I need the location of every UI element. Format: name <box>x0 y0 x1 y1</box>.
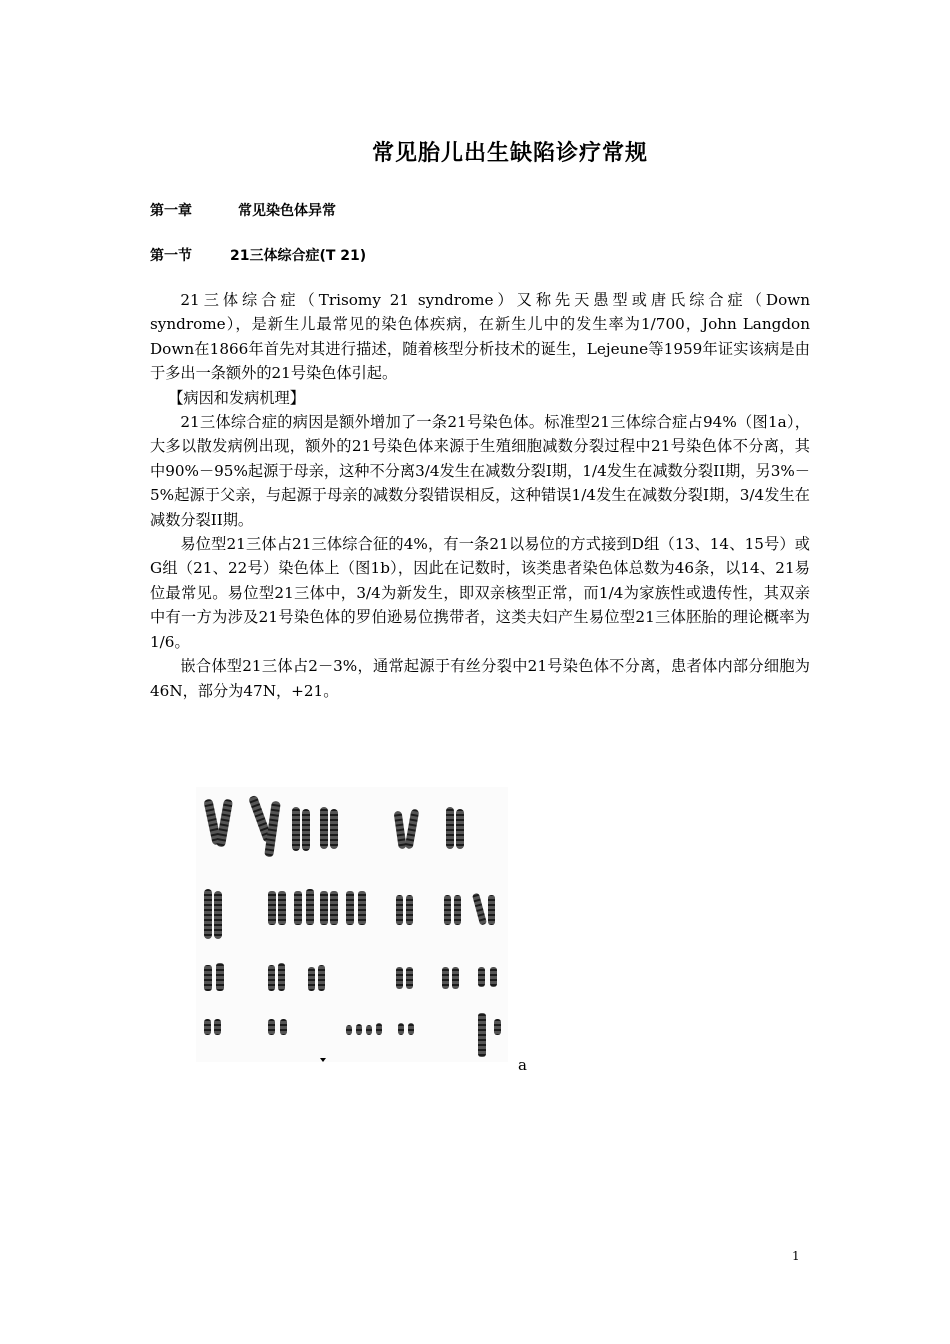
chapter-title: 常见染色体异常 <box>238 203 336 219</box>
chapter-number: 第一章 <box>150 203 192 219</box>
figure-label: a <box>518 1056 527 1074</box>
subheading-etiology: 【病因和发病机理】 <box>168 388 305 407</box>
karyotype-figure <box>196 787 508 1062</box>
page-number: 1 <box>792 1249 800 1263</box>
body-text <box>150 288 810 703</box>
chapter-heading <box>150 200 336 220</box>
page-title: 常见胎儿出生缺陷诊疗常规 <box>371 141 648 166</box>
section-heading <box>150 245 366 265</box>
paragraph-intro: 21三体综合症（Trisomy 21 syndrome）又称先天愚型或唐氏综合症（Down syndrome），是新生儿最常见的染色体疾病，在新生儿中的发生率为1/700，John Langdon Down在1866年首先对其进行描述，随着核型分析技术的诞生，Lejeune等1959年证实该病是由于多出一条额外的21号染色体引起。 <box>150 291 810 383</box>
karyotype-image <box>196 787 508 1062</box>
section-title: 21三体综合症(T 21) <box>230 248 367 264</box>
paragraph-translocation-type: 易位型21三体占21三体综合征的4%，有一条21以易位的方式接到D组（13、14、15号）或G组（21、22号）染色体上（图1b），因此在记数时，该类患者染色体总数为46条，以14、21易位最常见。易位型21三体中，3/4为新发生，即双亲核型正常，而1/4为家族性或遗传性，其双亲中有一方为涉及21号染色体的罗伯逊易位携带者，这类夫妇产生易位型21三体胚胎的理论概率为1/6。 <box>150 535 810 651</box>
paragraph-standard-type: 21三体综合症的病因是额外增加了一条21号染色体。标准型21三体综合症占94%（图1a），大多以散发病例出现，额外的21号染色体来源于生殖细胞减数分裂过程中21号染色体不分离，其中90%－95%起源于母亲，这种不分离3/4发生在减数分裂I期，1/4发生在减数分裂II期，另3%－5%起源于父亲，与起源于母亲的减数分裂错误相反，这种错误1/4发生在减数分裂I期，3/4发生在减数分裂II期。 <box>150 413 810 529</box>
section-number: 第一节 <box>150 248 192 264</box>
paragraph-mosaic-type: 嵌合体型21三体占2－3%，通常起源于有丝分裂中21号染色体不分离，患者体内部分细胞为46N，部分为47N，+21。 <box>150 657 810 700</box>
